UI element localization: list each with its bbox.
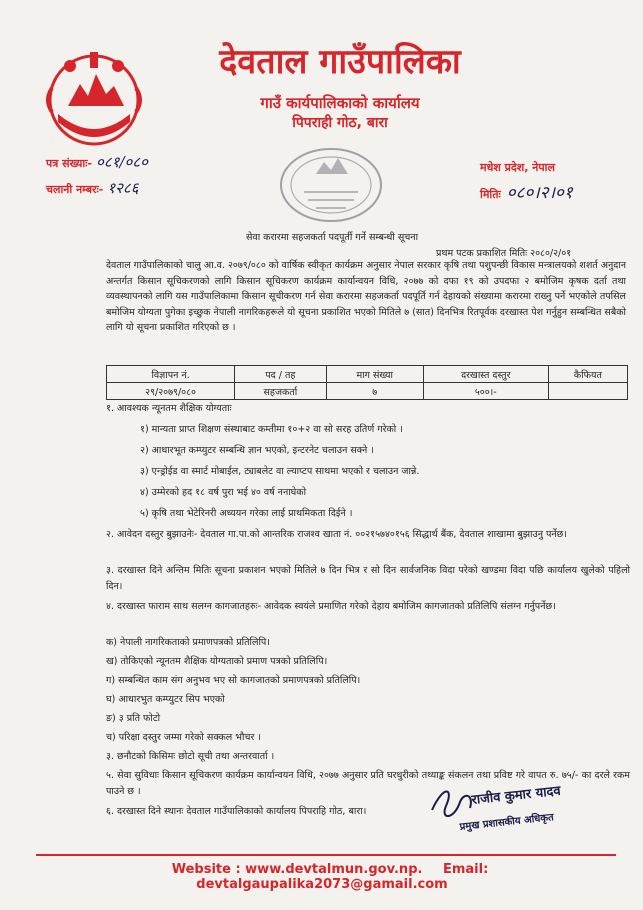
selection-paragraph: ३. छनौटको किसिमः छोटो सूची तथा अन्तरवार्ता ।	[106, 751, 275, 762]
document-item: क) नेपाली नागरिकताको प्रमाणपत्रको प्रतिलिपि।	[106, 637, 270, 648]
document-item: ङ) ३ प्रति फोटो	[106, 713, 161, 724]
dispatch-value: १२८६	[107, 179, 139, 197]
qualification-item: ५) कृषि तथा भेटेरिनरी अध्ययन गरेका लाई प्राथमिकता दिईने ।	[140, 508, 353, 519]
notice-intro: देवताल गाउँपालिकाको चालु आ.व. २०७९/०८० को वार्षिक स्वीकृत कार्यक्रम अनुसार नेपाल सरकार कृषि तथा पशुपन्छी विकास मन्त्रालयको शशर्त अनुदान अन्तर्गत किसान सूचिकरणको लागि किसान सूचिकरण कार्यक्रम कार्यान्वयन विधि, २०७७ को दफा १९ को उपदफा २ बमोजिम कृषक दर्ता तथा व्यवस्थापनको लागि यस गाउँपालिकामा किसान सूचीकरण गर्न सेवा करारमा सहजकर्ता पदपूर्ति गर्न देहायको संख्यामा करारमा राख्नु पर्ने भएकोले तपसिल बमोजिम योग्यता पुगेका इच्छुक नेपाली नागरिकहरूले यो सूचना प्रकाशित भएको मितिले ७ (सात) दिनभित्र रितपूर्वक दरखास्त पेश गर्नुहुन सम्बन्धित सबैको लागि यो सूचना प्रकाशित गरिएको छ ।	[106, 260, 627, 333]
qualification-item: ३) एन्ड्रोईड वा स्मार्ट मोबाईल, ट्याबलेट वा ल्याप्टप साथमा भएको र चलाउन जान्ने.	[140, 466, 420, 477]
header-ad-number: विज्ञापन नं.	[107, 366, 235, 383]
cell-post: सहजकर्ता	[235, 383, 326, 400]
table-row	[107, 383, 628, 400]
cell-ad-number: २९/२०७९/०८०	[107, 383, 235, 400]
footer-website: Website : www.devtalmun.gov.np.	[171, 862, 423, 877]
qualification-item: २) आधारभूत कम्प्युटर सम्बन्धि ज्ञान भएको, इन्टरनेट चलाउन सक्ने ।	[140, 445, 374, 456]
date-label: मितिः	[480, 188, 501, 201]
fee-paragraph: २. आवेदन दस्तुर बुझाउनेः- देवताल गा.पा.को आन्तरिक राजश्व खाता नं. ००२१५७४०१५६ सिद्धार्थ बैंक, देवताल शाखामा बुझाउनु पर्नेछ।	[106, 529, 567, 540]
benefits-paragraph: ५. सेवा सुविधाः किसान सूचिकरण कार्यक्रम कार्यान्वयन विधि, २०७७ अनुसार प्रति घरधुरीको तथ्याङ्क संकलन तथा प्रविष्ट गरे वापत रु. ७५/- का दरले रकम पाउने छ ।	[106, 770, 630, 797]
org-name: देवताल गाउँपालिका	[219, 42, 461, 82]
nepal-emblem-icon	[38, 44, 150, 152]
reference-number	[46, 152, 148, 172]
deadline-paragraph: ३. दरखास्त दिने अन्तिम मितिः सूचना प्रकाशन भएको मितिले ७ दिन भित्र र सो दिन सार्वजनिक विदा परेको खण्डमा विदा पछि कार्यालय खुलेको पहिलो दिन।	[106, 565, 630, 592]
qualification-item: ४) उम्मेरको हद १८ वर्ष पुरा भई ४० वर्ष ननाघेको	[140, 487, 307, 498]
footer-divider	[36, 854, 616, 856]
cell-remarks	[548, 383, 627, 400]
signatory-name: राजीव कुमार यादव	[470, 783, 562, 808]
header-demand: माग संख्या	[326, 366, 423, 383]
document-item: ख) तोकिएको न्यूनतम शैक्षिक योग्यताको प्रमाण पत्रको प्रतिलिपि।	[106, 656, 328, 667]
document-item: घ) आधारभुत कम्प्युटर सिप भएको	[106, 694, 225, 705]
publication-date: प्रथम पटक प्रकाशित मितिः २०८०/२/०१	[436, 248, 572, 259]
reference-value: ०८१/०८०	[96, 153, 148, 171]
document-item: ग) सम्बन्धित काम संग अनुभव भए सो कागजातको प्रमाणपत्रको प्रतिलिपि।	[106, 675, 361, 686]
signature-stamp	[424, 780, 564, 844]
reference-label: पत्र संख्याः-	[46, 157, 93, 170]
submission-place: ६. दरखास्त दिने स्थानः देवताल गाउँपालिकाको कार्यालय पिपराहि गोठ, बारा।	[106, 806, 367, 817]
document-item: च) परिक्षा दस्तुर जम्मा गरेको सक्कल भौचर ।	[106, 732, 261, 743]
signatory-title: प्रमुख प्रशासकीय अधिकृत	[459, 812, 555, 833]
header-remarks: कैफियत	[548, 366, 627, 383]
vacancy-table	[106, 365, 628, 400]
qualification-heading: १. आवश्यक न्यूनतम शैक्षिक योग्यताः	[106, 403, 232, 414]
notice-subject: सेवा करारमा सहजकर्ता पदपूर्ती गर्ने सम्बन्धी सूचना	[246, 232, 419, 243]
documents-paragraph: ४. दरखास्त फाराम साथ सलग्न कागजातहरुः- आवेदक स्वयंले प्रमाणित गरेको देहाय बमोजिम कागजातको प्रतिलिपि संलग्न गर्नुपर्नेछ।	[106, 601, 556, 612]
cell-fee: ५००।-	[423, 383, 548, 400]
cell-demand: ७	[326, 383, 423, 400]
office-stamp-icon	[276, 144, 386, 226]
qualification-item: १) मान्यता प्राप्त शिक्षण संस्थाबाट कम्तीमा १०+२ वा सो सरह उतिर्ण गरेको ।	[140, 424, 403, 435]
letter-date	[480, 180, 573, 203]
province: मधेश प्रदेश, नेपाल	[480, 161, 555, 174]
header-fee: दरखास्त दस्तुर	[423, 366, 548, 383]
table-header-row	[107, 366, 628, 383]
office-address: पिपराही गोठ, बारा	[292, 115, 388, 131]
footer-email: Email: devtalgaupalika2073@gamail.com	[196, 862, 489, 892]
date-value: ०८०।२।०१	[506, 183, 573, 203]
dispatch-number	[46, 178, 139, 198]
header-post: पद / तह	[235, 366, 326, 383]
footer	[36, 862, 616, 892]
dispatch-label: चलानी नम्बरः-	[46, 183, 104, 196]
office-name: गाउँ कार्यपालिकाको कार्यालय	[260, 94, 420, 112]
